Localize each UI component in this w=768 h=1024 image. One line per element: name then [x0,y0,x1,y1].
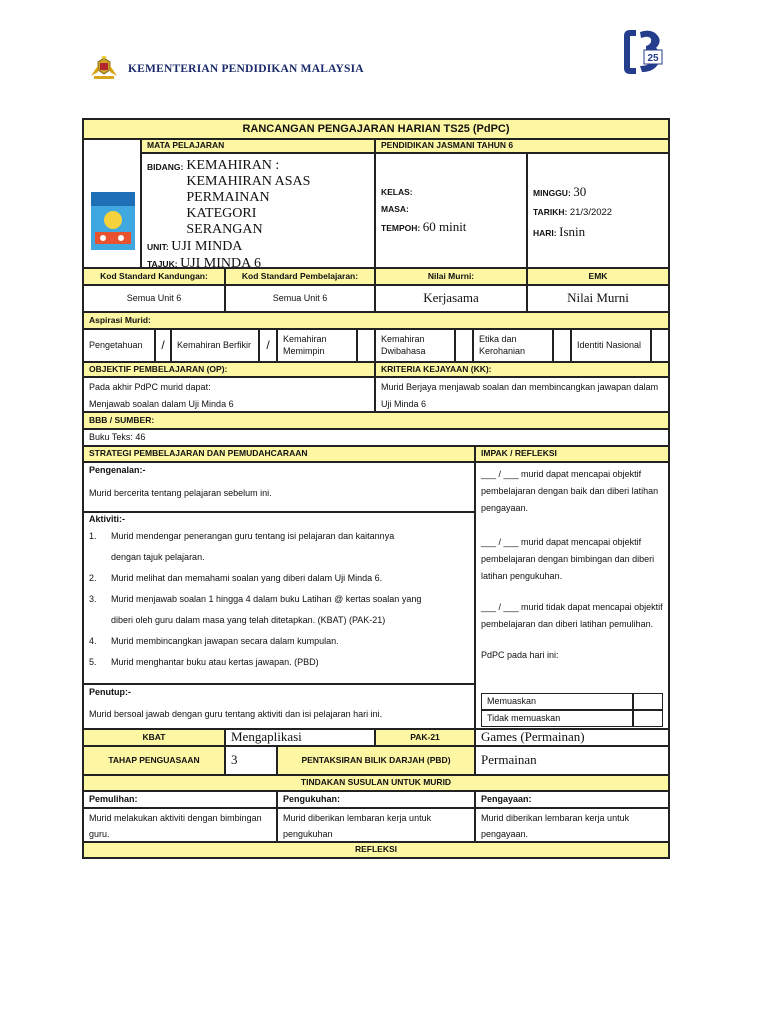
tarikh-label: TARIKH: [533,207,568,217]
aktiviti-label: Aktiviti:- [89,514,125,524]
bidang-label: BIDANG: [147,162,184,172]
op-label: OBJEKTIF PEMBELAJARAN (OP): [83,362,375,377]
aspirasi-identiti: Identiti Nasional [571,329,651,362]
aspirasi-pengetahuan: Pengetahuan [83,329,155,362]
ksp-value: Semua Unit 6 [225,285,375,312]
bbb-value: Buku Teks: 46 [83,429,669,446]
hari-value: Isnin [559,224,586,239]
bbb-label: BBB / SUMBER: [83,412,669,429]
tindakan-label: TINDAKAN SUSULAN UNTUK MURID [83,775,669,791]
pak21-label: PAK-21 [375,729,475,746]
penutup-label: Penutup:- [89,687,131,697]
nilai-murni-label: Nilai Murni: [375,268,527,285]
aktiviti-item: 3. Murid menjawab soalan 1 hingga 4 dalam buku Latihan @ kertas soalan yang diberi oleh guru dalam masa yang telah ditetapkan. (KBAT) (PAK-21) [89,593,422,625]
op-value-cell [83,377,375,412]
tempoh-value: 60 minit [422,219,467,234]
bidang-cell [141,153,375,268]
ksk-value: Semua Unit 6 [83,285,225,312]
pengukuhan-value: Murid diberikan lembaran kerja untuk pengukuhan [277,808,475,842]
pengenalan-label: Pengenalan:- [89,465,146,475]
tempoh-label: TEMPOH: [381,223,421,233]
pemulihan-label: Pemulihan: [83,791,277,808]
hari-label: HARI: [533,228,557,238]
minggu-label: MINGGU: [533,188,571,198]
tajuk-label: TAJUK: [147,258,178,268]
aktiviti-item: 4. Murid membincangkan jawapan secara dalam kumpulan. [89,635,339,646]
unit-value: UJI MINDA [171,239,243,255]
impak-label: IMPAK / REFLEKSI [475,446,669,462]
aspirasi-etika: Etika dan Kerohanian [473,329,553,362]
ts25-logo-number: 25 [647,53,659,64]
op-value-2: Menjawab soalan dalam Uji Minda 6 [89,399,234,409]
ministry-header [88,56,364,82]
kbat-value: Mengaplikasi [225,729,375,746]
masa-label: MASA: [381,204,409,214]
impak-bimbingan: ___ / ___ murid dapat mencapai objektif pembelajaran dengan bimbingan dan diberi latihan pengukuhan. [481,537,655,581]
malaysia-crest-icon [88,56,120,82]
impak-cell [475,462,669,729]
pak21-value: Games (Permainan) [475,729,669,746]
kbat-label: KBAT [83,729,225,746]
emk-label: EMK [527,268,669,285]
kk-value: Murid Berjaya menjawab soalan dan membincangkan jawapan dalam Uji Minda 6 [375,377,669,412]
bidang-value: KEMAHIRAN : KEMAHIRAN ASAS PERMAINAN KATEGORI SERANGAN [186,158,311,238]
tahap-value: 3 [225,746,277,775]
pengayaan-value: Murid diberikan lembaran kerja untuk pengayaan. [475,808,669,842]
aspirasi-dwibahasa: Kemahiran Dwibahasa [375,329,455,362]
tarikh-value: 21/3/2022 [569,207,613,218]
aspirasi-pengetahuan-mark: / [155,329,171,362]
aktiviti-item: 1. Murid mendengar penerangan guru tentang isi pelajaran dan kaitannya dengan tajuk pelajaran. [89,530,395,562]
minggu-value: 30 [573,184,587,199]
mata-pelajaran-value: PENDIDIKAN JASMANI TAHUN 6 [375,139,669,153]
aspirasi-memimpin: Kemahiran Memimpin [277,329,357,362]
impak-tidak-capai: ___ / ___ murid tidak dapat mencapai objektif pembelajaran dan diberi latihan pemulihan. [481,602,663,629]
refleksi-label: REFLEKSI [83,842,669,858]
aspirasi-berfikir: Kemahiran Berfikir [171,329,259,362]
form-title: RANCANGAN PENGAJARAN HARIAN TS25 (PdPC) [83,119,669,139]
aktiviti-item: 5. Murid menghantar buku atau kertas jawapan. (PBD) [89,656,319,667]
tajuk-value: UJI MINDA 6 [180,255,261,268]
aspirasi-label: Aspirasi Murid: [83,312,669,329]
tahap-label: TAHAP PENGUASAAN [83,746,225,775]
book-cell [83,139,141,268]
emk-value: Nilai Murni [527,285,669,312]
lesson-plan-form [82,118,670,859]
penutup-cell [83,684,475,729]
textbook-cover-icon [91,192,135,250]
unit-label: UNIT: [147,242,169,253]
aspirasi-memimpin-mark [357,329,375,362]
aktiviti-item: 2. Murid melihat dan memahami soalan yang diberi dalam Uji Minda 6. [89,572,383,583]
impak-baik: ___ / ___ murid dapat mencapai objektif pembelajaran dengan baik dan diberi latihan pengayaan. [481,469,659,513]
pengenalan-value: Murid bercerita tentang pelajaran sebelum ini. [89,487,272,498]
tidak-memuaskan-checkbox[interactable] [633,710,663,727]
strategi-label: STRATEGI PEMBELAJARAN DAN PEMUDAHCARAAN [83,446,475,462]
pdpc-label: PdPC pada hari ini: [481,650,559,660]
pengukuhan-label: Pengukuhan: [277,791,475,808]
memuaskan-label: Memuaskan [481,693,633,710]
mata-pelajaran-label: MATA PELAJARAN [141,139,375,153]
aktiviti-list [89,526,469,673]
aspirasi-berfikir-mark: / [259,329,277,362]
op-value-1: Pada akhir PdPC murid dapat: [89,382,211,392]
kk-label: KRITERIA KEJAYAAN (KK): [375,362,669,377]
ksk-label: Kod Standard Kandungan: [83,268,225,285]
memuaskan-checkbox[interactable] [633,693,663,710]
pbd-label: PENTAKSIRAN BILIK DARJAH (PBD) [277,746,475,775]
tidak-memuaskan-label: Tidak memuaskan [481,710,633,727]
aspirasi-identiti-mark [651,329,669,362]
kelas-label: KELAS: [381,187,413,197]
aktiviti-cell [83,512,475,684]
aspirasi-etika-mark [553,329,571,362]
pengayaan-label: Pengayaan: [475,791,669,808]
penutup-value: Murid bersoal jawab dengan guru tentang aktiviti dan isi pelajaran hari ini. [89,708,383,719]
ksp-label: Kod Standard Pembelajaran: [225,268,375,285]
pbd-value: Permainan [475,746,669,775]
ministry-name: KEMENTERIAN PENDIDIKAN MALAYSIA [128,63,364,75]
pengenalan-cell [83,462,475,512]
kelas-masa-cell [375,153,527,268]
pemulihan-value: Murid melakukan aktiviti dengan bimbingan guru. [83,808,277,842]
minggu-cell [527,153,669,268]
aspirasi-dwibahasa-mark [455,329,473,362]
ts25-logo-icon [616,26,668,78]
nilai-murni-value: Kerjasama [375,285,527,312]
